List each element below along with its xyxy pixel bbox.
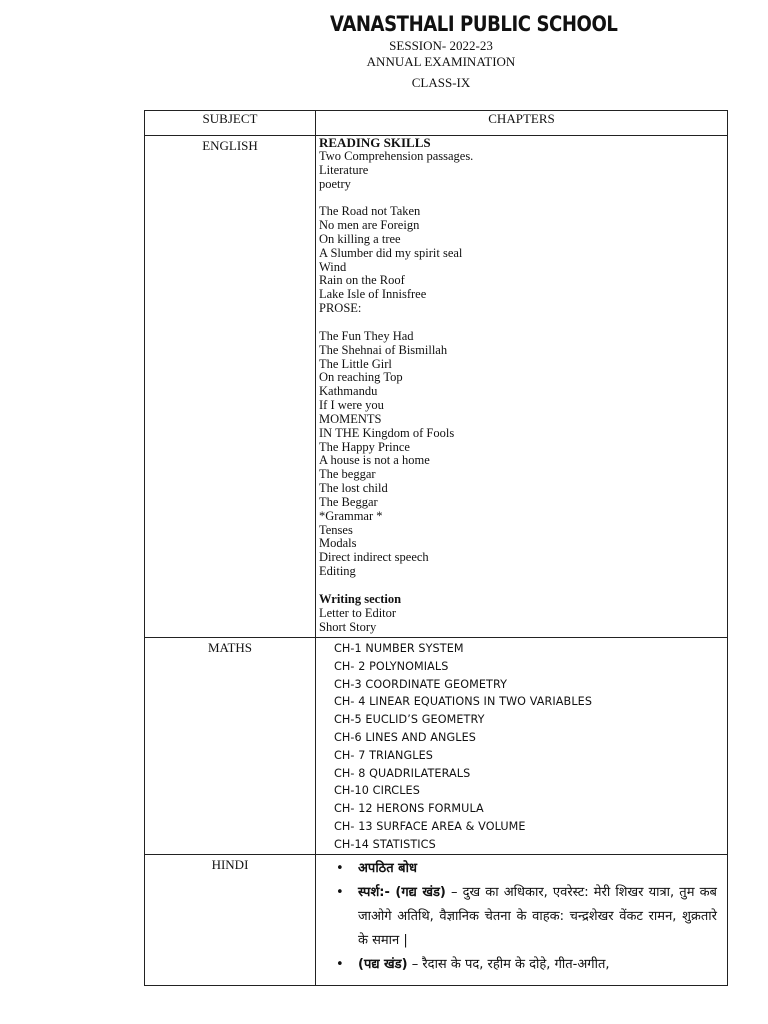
table-row-maths <box>145 638 728 855</box>
hindi-item-text: अपठित बोध <box>358 860 417 876</box>
subject-maths: MATHS <box>145 638 316 855</box>
list-item: If I were you <box>319 398 384 413</box>
list-item: CH-1 NUMBER SYSTEM <box>334 642 464 655</box>
class-line: CLASS-IX <box>411 75 471 90</box>
list-item: Lake Isle of Innisfree <box>319 287 427 302</box>
list-item: On killing a tree <box>319 231 401 246</box>
list-item: Wind <box>319 259 347 274</box>
list-item: The Fun They Had <box>319 328 414 343</box>
list-item: Two Comprehension passages. <box>319 148 474 163</box>
list-item: CH- 12 HERONS FORMULA <box>334 802 484 816</box>
bullet-icon: • <box>336 884 344 900</box>
list-item: The Shehnai of Bismillah <box>319 342 448 357</box>
list-item: A Slumber did my spirit seal <box>319 245 463 260</box>
maths-chapters <box>316 638 728 855</box>
list-item <box>336 881 717 953</box>
list-item <box>336 953 717 977</box>
table-header-row <box>145 111 728 136</box>
table-row-hindi <box>145 854 728 985</box>
table-row-english <box>145 136 728 638</box>
list-item: CH-14 STATISTICS <box>334 837 436 851</box>
list-item: The Road not Taken <box>319 204 421 219</box>
session-line: SESSION- 2022-23 <box>389 38 493 53</box>
list-item <box>336 857 717 881</box>
exam-title: ANNUAL EXAMINATION <box>366 54 516 69</box>
bullet-icon: • <box>336 956 344 972</box>
list-item: CH- 2 POLYNOMIALS <box>334 659 449 673</box>
list-item: CH- 8 QUADRILATERALS <box>334 766 471 780</box>
list-item: Editing <box>319 564 356 579</box>
list-item: IN THE Kingdom of Fools <box>319 425 455 440</box>
bullet-icon: • <box>336 860 344 876</box>
list-item: A house is not a home <box>319 453 430 468</box>
list-item: The beggar <box>319 467 376 482</box>
list-item: CH- 13 SURFACE AREA & VOLUME <box>334 819 526 833</box>
list-item: The lost child <box>319 481 388 496</box>
list-item: On reaching Top <box>319 370 403 385</box>
list-item: Literature <box>319 162 369 177</box>
list-item: The Happy Prince <box>319 439 410 454</box>
list-item: MOMENTS <box>319 411 382 426</box>
list-item: Direct indirect speech <box>319 550 429 565</box>
english-chapters <box>316 136 728 638</box>
list-item: Rain on the Roof <box>319 273 405 288</box>
list-item: Letter to Editor <box>319 605 397 620</box>
list-item: PROSE: <box>319 301 362 316</box>
school-name: VANASTHALI PUBLIC SCHOOL <box>330 12 618 36</box>
list-item: Kathmandu <box>319 384 378 399</box>
syllabus-table <box>144 110 728 986</box>
list-item: The Little Girl <box>319 356 392 371</box>
subject-english: ENGLISH <box>145 136 316 638</box>
hindi-item-text: – दुख का अधिकार, एवरेस्ट: मेरी शिखर यात्रा, तुम कब जाओगे अतिथि, वैज्ञानिक चेतना के वाहक: चन्द्रशेखर वेंकट रामन, शुक्रतारे के समान | <box>358 884 717 948</box>
hindi-item-heading: (पद्य खंड) <box>358 956 408 972</box>
list-item: Short Story <box>319 619 377 634</box>
list-item: The Beggar <box>319 494 378 509</box>
list-item: CH- 7 TRIANGLES <box>334 748 433 762</box>
list-item: Modals <box>319 536 357 551</box>
list-item: poetry <box>319 176 351 191</box>
list-item: CH-10 CIRCLES <box>334 784 420 798</box>
hindi-item-heading: स्पर्श:- (गद्य खंड) <box>358 884 446 900</box>
writing-section-heading: Writing section <box>319 591 402 606</box>
subject-column-header: SUBJECT <box>145 111 316 136</box>
chapters-column-header: CHAPTERS <box>316 111 728 136</box>
hindi-item-text: – रैदास के पद, रहीम के दोहे, गीत-अगीत, <box>407 956 610 972</box>
reading-skills-heading: READING SKILLS <box>319 135 431 150</box>
list-item: No men are Foreign <box>319 218 420 233</box>
list-item: *Grammar * <box>319 508 383 523</box>
list-item: CH-5 EUCLID’S GEOMETRY <box>334 713 485 727</box>
hindi-list <box>336 857 717 977</box>
subject-hindi: HINDI <box>145 854 316 985</box>
hindi-chapters <box>316 854 728 985</box>
list-item: CH-6 LINES AND ANGLES <box>334 730 476 744</box>
list-item: CH- 4 LINEAR EQUATIONS IN TWO VARIABLES <box>334 695 593 709</box>
list-item: CH-3 COORDINATE GEOMETRY <box>334 677 508 691</box>
list-item: Tenses <box>319 522 353 537</box>
